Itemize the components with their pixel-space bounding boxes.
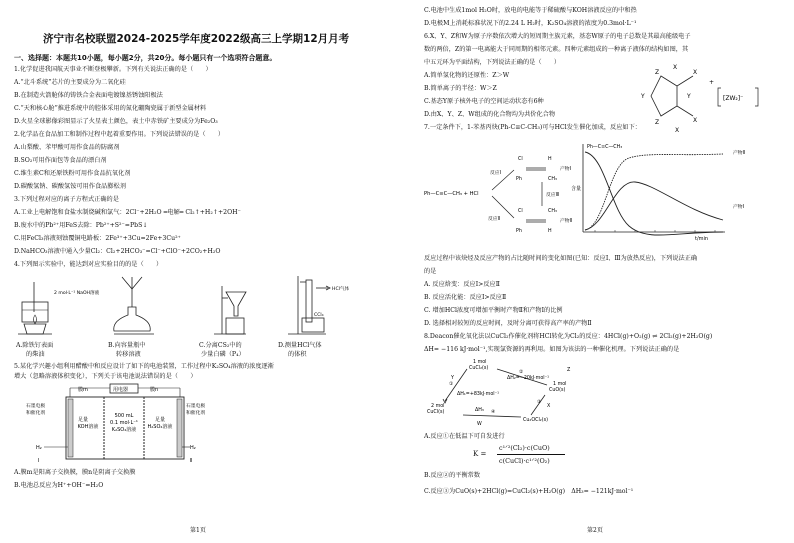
svg-text:[ZW₂]⁻: [ZW₂]⁻ xyxy=(723,95,744,102)
q4-apparatus-figure xyxy=(14,272,384,352)
svg-text:Ph—C≡C—CH₃: Ph—C≡C—CH₃ xyxy=(587,145,623,150)
svg-text:H₂: H₂ xyxy=(36,445,42,451)
svg-text:H₂: H₂ xyxy=(190,445,196,451)
svg-text:用电器: 用电器 xyxy=(113,387,129,393)
svg-text:W: W xyxy=(477,422,482,427)
svg-text:X: X xyxy=(675,127,680,134)
svg-text:CH₃: CH₃ xyxy=(548,177,557,182)
svg-text:H₂SO₄溶液: H₂SO₄溶液 xyxy=(147,424,173,430)
svg-text:2 mol: 2 mol xyxy=(431,404,445,409)
svg-text:反应Ⅰ: 反应Ⅰ xyxy=(490,171,502,176)
svg-text:Z: Z xyxy=(655,69,660,76)
svg-text:CuCl₂(s): CuCl₂(s) xyxy=(469,366,489,371)
svg-text:H: H xyxy=(548,157,552,162)
svg-text:Y: Y xyxy=(641,93,645,100)
svg-text:和催化剂: 和催化剂 xyxy=(26,411,46,416)
svg-text:2 mol·L⁻¹ NaOH溶液: 2 mol·L⁻¹ NaOH溶液 xyxy=(54,291,100,296)
apparatus-b xyxy=(114,277,154,334)
svg-text:HCl气体: HCl气体 xyxy=(332,287,350,292)
q5-cell-figure xyxy=(26,383,210,465)
svg-text:Cl: Cl xyxy=(518,209,523,214)
svg-text:和催化剂: 和催化剂 xyxy=(186,411,206,416)
q7-reaction-scheme xyxy=(424,140,574,240)
svg-text:X: X xyxy=(547,404,551,409)
svg-text:ΔH₁=+83kJ·mol⁻¹: ΔH₁=+83kJ·mol⁻¹ xyxy=(457,392,500,397)
svg-text:500 mL: 500 mL xyxy=(114,413,134,419)
svg-text:ΔH₃: ΔH₃ xyxy=(475,408,484,413)
caption-d-line1: D.测量HCl气体 xyxy=(278,342,322,349)
page-1: 济宁市名校联盟2024-2025学年度2022级高三上学期12月月考 一、选择题：本题共10小题，每小题2分，共20分。每小题只有一个选项符合题意。 1.化学促进我国航天事业不断登极攀新。下列有关说法正确的是（ ） A.“北斗系统”芯片的主要成分为二氧化硅 B.在制造火箭舱体的铸铁合金表面电镀镍基锈蚀阳极法 C.“天和核心舱”推进系统中的腔体采用的氮化硼陶瓷属于新型金属材料 D.火星全球影像彩图显示了火星表土颜色，表土中赤铁矿主要成分为Fe₂O₃ 2.化学品在食品加工和制作过程中起着重要作用。下列说法错误的是（ ） A.山梨酸、苯甲酸可用作食品的防腐剂 B.SO₂可用作面包等食品的漂白剂 C.维生素C和还原铁粉可用作食品抗氧化剂 D.碳酸氢钠、碳酸氢铵可用作食品膨松剂 3.下列过程对应的离子方程式正确的是 A.工业上电解饱和食盐水制烧碱和氯气：2Cl⁻+2H₂O ═电解═ Cl₂↑+H₂↑+2OH⁻ B.废水中的Pb²⁺用FeS去除：Pb²⁺+S²⁻=PbS↓ C.用FeCl₃溶液刻蚀覆铜电路板：2Fe³⁺+3Cu=2Fe+3Cu²⁺ D.NaHCO₃溶液中通入少量Cl₂：Cl₂+2HCO₃⁻=Cl⁻+ClO⁻+2CO₂+H₂O 4.下列图示实验中，能达到对应实验目的的是（ ） 2 mol·L⁻¹ NaOH溶液 HCl气体 CCl₄ A.除铁钉表面 的柴油 B.向容量瓶中 转移溶液 C.分离CS₂中的 少量白磷（P₄） D.测量HCl气体 的体积 5.某化学兴趣小组利用醋酸中和反应设计了如下的电池装置，工作过程中K₂SO₄溶液的浓度逐渐 增大（忽略溶液体积变化），下列关于该电池说法错误的是（ ） 膜m 用电器 膜n 足量 KOH溶液 500 mL 0.1 mol·L⁻¹ K₂SO₄溶液 足量 H₂SO₄溶液 石墨电极 和催化剂 石墨电极 和催化剂 H₂ H₂ Ⅰ Ⅱ A.膜m是阳离子交换膜，膜n是阴离子交换膜 B.电池总反应为H⁺+OH⁻=H₂O 第1页 xyxy=(0,0,397,543)
exam-title: 济宁市名校联盟2024-2025学年度2022级高三上学期12月月考 xyxy=(43,33,350,45)
svg-text:Ⅱ: Ⅱ xyxy=(190,458,193,464)
svg-text:含量: 含量 xyxy=(571,186,582,192)
caption-d-line2: 的体积 xyxy=(288,351,307,358)
svg-text:X: X xyxy=(673,64,678,71)
svg-text:①: ① xyxy=(449,382,454,387)
caption-b-line1: B.向容量瓶中 xyxy=(108,342,146,349)
caption-b-line2: 转移溶液 xyxy=(116,351,141,358)
apparatus-d xyxy=(288,276,350,334)
svg-text:Z: Z xyxy=(655,119,660,126)
page-2: C.电池中生成1mol H₂O时，放电的电能等于稀硫酸与KOH溶液反应的中和热 D.电极M上消耗标准状况下的2.24 L H₂时，K₂SO₄溶液的浓度为0.3mol·L⁻¹ 6.X、Y、Z和W为原子序数依次增大的短周期主族元素，基态W原子的电子总数是其最高能级电子 数的两倍，Z的第一电离能大于同周期的相邻元素。四种元素组成的一种离子液体的结构如图，其 中五元环为平面结构，下列说法正确的是（ ） A.简单氢化物的还原性：Z＞W B.简单离子的半径：W＞Z C.基态Y原子核外电子的空间运动状态有6种 D.由X、Y、Z、W组成的化合物均为共价化合物 Z Z Y X X X X Y + [ZW₂]⁻ 7.一定条件下，1-苯基丙炔(Ph-C≡C-CH₃)可与HCl发生催化加成，反应如下： Ph—C≡C—CH₃ + HCl 反应Ⅰ 反应Ⅱ 反应Ⅲ Cl H Ph CH₃ 产物Ⅰ Cl CH₃ Ph H 产物Ⅱ 含量 t/min Ph—C≡C—CH₃ 产物Ⅱ 产物Ⅰ 反应过程中该炔烃及反应产物的占比随时间的变化如图(已知：反应Ⅰ、Ⅲ为放热反应)，下列说法正确 的是 A. 反应焓变：反应Ⅰ>反应Ⅱ B. 反应活化能：反应Ⅰ>反应Ⅱ C. 增加HCl浓度可增加平衡时产物Ⅱ和产物Ⅰ的比例 D. 选择相对较短的反应时间，及时分离可获得高产率的产物Ⅱ 8.Deacon催化氧化法以CuCl₂作催化剂将HCl转化为Cl₂的反应：4HCl(g)+O₂(g) ⇌ 2Cl₂(g)+2H₂O(g) ΔH= −116 kJ·mol⁻¹,实现氯资源的再利用。如图为该法的一种催化机理。下列说法正确的是 1 mol CuCl₂(s) 1 mol CuO(s) 2 mol CuCl(s) Cu₂OCl₂(s) Y ΔH₂=−20kJ·mol⁻¹ ΔH₁=+83kJ·mol⁻¹ X ΔH₃ W Z ① ② ③ ④ A.反应①在低温下可自发进行 K = c¹ᐟ²(Cl₂)·c(CuO) c(CuCl)·c¹ᐟ²(O₂) B.反应②的平衡常数 C.反应③为CuO(s)+2HCl(g)=CuCl₂(s)+H₂O(g) ΔH₃= −121kJ·mol⁻¹ 第2页 xyxy=(397,0,794,543)
svg-text:②: ② xyxy=(519,370,524,375)
svg-text:1 mol: 1 mol xyxy=(473,360,487,365)
q5-option-d: D.电极M上消耗标准状况下的2.24 L H₂时，K₂SO₄溶液的浓度为0.3mol·L⁻¹ xyxy=(424,20,637,27)
svg-text:足量: 足量 xyxy=(77,417,89,423)
svg-text:+: + xyxy=(709,79,715,86)
svg-text:④: ④ xyxy=(491,410,496,415)
caption-c-line2: 少量白磷（P₄） xyxy=(201,351,245,358)
svg-text:X: X xyxy=(693,69,698,76)
k-denominator: c(CuCl)·c¹ᐟ²(O₂) xyxy=(499,457,550,465)
q5-option-a: A.膜m是阳离子交换膜，膜n是阴离子交换膜 xyxy=(14,469,136,476)
svg-text:③: ③ xyxy=(537,400,542,405)
svg-text:Ph: Ph xyxy=(516,229,522,234)
q5-option-b: B.电池总反应为H⁺+OH⁻=H₂O xyxy=(14,482,104,489)
q8-option-c: C.反应③为CuO(s)+2HCl(g)=CuCl₂(s)+H₂O(g) ΔH₃= −121kJ·mol⁻¹ xyxy=(424,488,634,495)
svg-text:CH₃: CH₃ xyxy=(548,209,557,214)
svg-text:Cu₂OCl₂(s): Cu₂OCl₂(s) xyxy=(523,418,548,423)
q8-option-a: A.反应①在低温下可自发进行 xyxy=(424,433,505,440)
q5-option-c: C.电池中生成1mol H₂O时，放电的电能等于稀硫酸与KOH溶液反应的中和热 xyxy=(424,7,637,14)
svg-text:Z: Z xyxy=(567,368,571,373)
svg-text:ΔH₂=−20kJ·mol⁻¹: ΔH₂=−20kJ·mol⁻¹ xyxy=(507,376,550,381)
product-ii-structure xyxy=(516,208,572,234)
svg-text:产物Ⅱ: 产物Ⅱ xyxy=(733,151,745,156)
caption-a-line1: A.除铁钉表面 xyxy=(16,342,54,349)
svg-text:CCl₄: CCl₄ xyxy=(314,313,324,318)
caption-c-line1: C.分离CS₂中的 xyxy=(199,342,242,349)
svg-text:0.1 mol·L⁻¹: 0.1 mol·L⁻¹ xyxy=(110,420,138,426)
apparatus-c xyxy=(214,286,246,334)
q6-structure-figure xyxy=(641,64,787,134)
svg-text:石墨电极: 石墨电极 xyxy=(26,404,46,409)
svg-text:Ph: Ph xyxy=(516,177,522,182)
question-4: 4.下列图示实验中，能达到对应实验目的的是（ ） xyxy=(14,261,163,268)
svg-text:Ⅰ: Ⅰ xyxy=(38,458,40,464)
svg-text:Y: Y xyxy=(451,376,454,381)
product-i-structure xyxy=(516,156,571,182)
svg-text:石墨电极: 石墨电极 xyxy=(186,404,206,409)
question-7: 7.一定条件下，1-苯基丙炔(Ph-C≡C-CH₃)可与HCl发生催化加成，反应如下： xyxy=(424,124,641,131)
svg-text:t/min: t/min xyxy=(695,236,709,242)
svg-text:CuCl(s): CuCl(s) xyxy=(427,410,445,415)
fraction-bar xyxy=(497,454,565,455)
svg-text:CuO(s): CuO(s) xyxy=(549,388,566,393)
q8-option-b: B.反应②的平衡常数 xyxy=(424,472,481,479)
svg-text:KOH溶液: KOH溶液 xyxy=(77,424,99,430)
caption-a-line2: 的柴油 xyxy=(26,351,45,358)
svg-text:1 mol: 1 mol xyxy=(553,382,567,387)
apparatus-a xyxy=(18,282,100,334)
svg-text:Y: Y xyxy=(687,93,691,100)
page-number: 第1页 xyxy=(190,527,206,534)
svg-text:X: X xyxy=(693,117,698,124)
svg-text:反应Ⅱ: 反应Ⅱ xyxy=(488,217,500,222)
svg-text:Cl: Cl xyxy=(518,157,523,162)
svg-text:K₂SO₄溶液: K₂SO₄溶液 xyxy=(111,427,137,433)
svg-text:膜n: 膜n xyxy=(150,387,159,393)
svg-text:足量: 足量 xyxy=(154,417,166,423)
svg-text:Ph—C≡C—CH₃ + HCl: Ph—C≡C—CH₃ + HCl xyxy=(424,191,479,197)
svg-text:产物Ⅰ: 产物Ⅰ xyxy=(560,167,572,172)
section-heading: 一、选择题：本题共10小题，每小题2分，共20分。每小题只有一个选项符合题意。 xyxy=(14,54,277,62)
svg-text:产物Ⅰ: 产物Ⅰ xyxy=(733,205,745,210)
page-number: 第2页 xyxy=(587,527,603,534)
svg-text:膜m: 膜m xyxy=(78,387,88,393)
q8-catalytic-cycle xyxy=(427,355,597,427)
svg-text:产物Ⅱ: 产物Ⅱ xyxy=(560,219,572,224)
k-numerator: c¹ᐟ²(Cl₂)·c(CuO) xyxy=(499,444,550,452)
q7-content-graph xyxy=(571,140,775,242)
svg-text:反应Ⅲ: 反应Ⅲ xyxy=(546,193,559,198)
svg-text:H: H xyxy=(548,229,552,234)
